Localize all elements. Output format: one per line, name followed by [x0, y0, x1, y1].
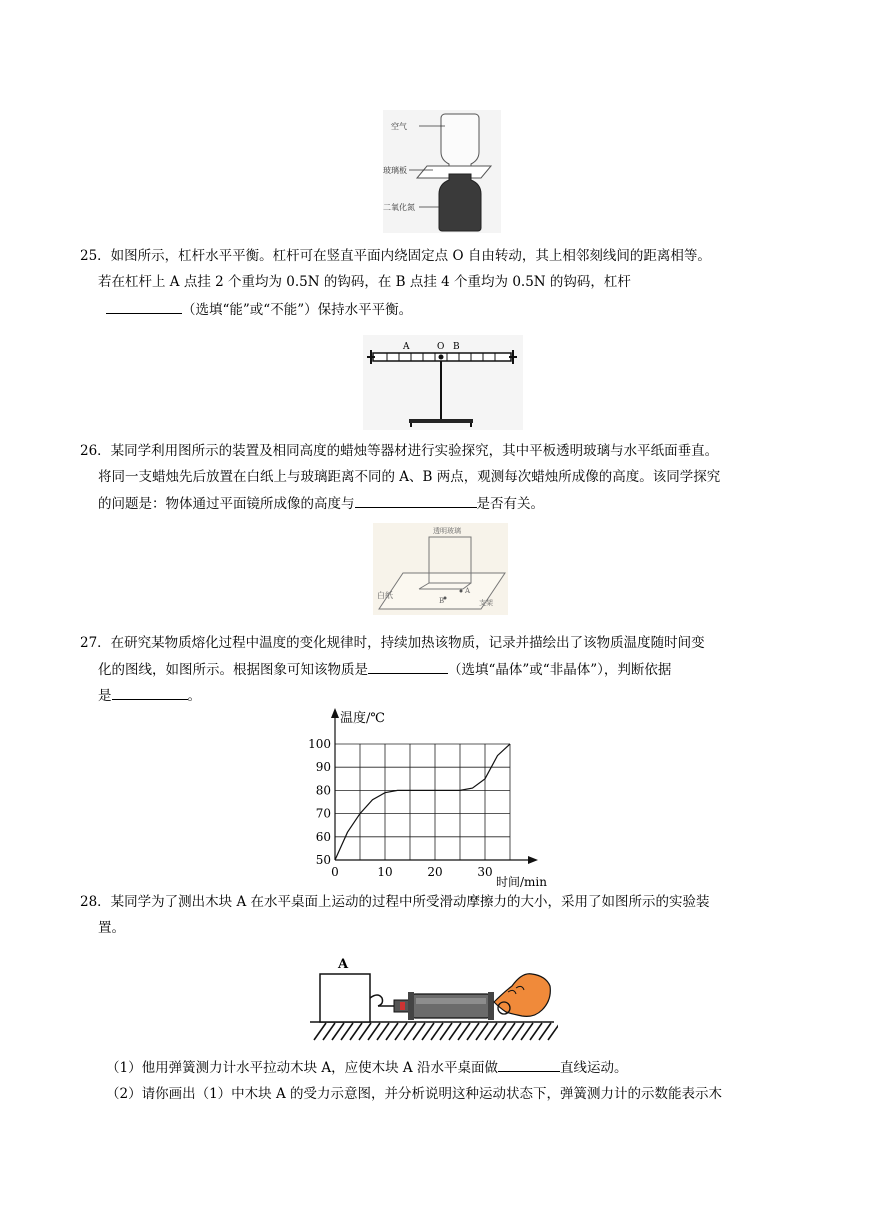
q27-line1: 27．在研究某物质熔化过程中温度的变化规律时，持续加热该物质，记录并描绘出了该物质温度随时间变 [80, 635, 705, 651]
x-tick-label: 10 [377, 865, 393, 879]
chart-xlabel: 时间/min [496, 875, 547, 889]
q27-line2 [98, 659, 671, 680]
bottle-diagram [383, 110, 501, 233]
q25-line2: 若在杠杆上 A 点挂 2 个重均为 0.5N 的钩码，在 B 点挂 4 个重均为 0.5N 的钩码，杠杆 [98, 274, 631, 290]
y-tick-label: 100 [308, 737, 331, 751]
q27-line2-end: （选填“晶体”或“非晶体”），判断依据 [448, 662, 672, 678]
lever-label-b: B [453, 342, 460, 352]
mirror-label-a: A [465, 587, 471, 595]
friction-figure [308, 952, 558, 1044]
y-tick-label: 80 [315, 783, 331, 798]
q25-line3-text: （选填“能”或“不能”）保持水平平衡。 [182, 302, 413, 318]
q28-sub1-text: （1）他用弹簧测力计水平拉动木块 A，应使木块 A 沿水平桌面做 [106, 1060, 498, 1076]
q25-line1: 25．如图所示，杠杆水平平衡。杠杆可在竖直平面内绕固定点 O 自由转动，其上相邻刻线间的距离相等。 [80, 248, 711, 264]
q25-answer-blank[interactable] [106, 299, 182, 314]
x-axis-arrow [528, 856, 538, 864]
label-air: 空气 [391, 122, 407, 131]
q28-sub1 [106, 1057, 627, 1078]
mirror-figure [373, 523, 508, 615]
q26-line3-text: 的问题是：物体通过平面镜所成像的高度与 [98, 496, 355, 512]
block-a [320, 974, 370, 1022]
q27-line3-text: 是 [98, 688, 112, 704]
hand-icon [494, 974, 550, 1017]
y-tick-label: 90 [315, 760, 331, 775]
q25-line3 [106, 299, 412, 320]
q26-line3-end: 是否有关。 [476, 496, 544, 512]
chart-grid [335, 744, 510, 860]
y-tick-label: 50 [315, 853, 331, 867]
mirror-label-paper: 白纸 [377, 591, 393, 600]
q27-line3-end: 。 [187, 688, 201, 704]
x-tick-label: 0 [331, 865, 339, 879]
lever-label-a: A [403, 342, 410, 352]
bottle-figure [383, 110, 501, 233]
lever-figure [363, 335, 523, 430]
chart-ylabel: 温度/℃ [340, 711, 385, 726]
y-tick-label: 70 [315, 806, 331, 821]
x-tick-label: 30 [477, 865, 493, 879]
q28-line1: 28．某同学为了测出木块 A 在水平桌面上运动的过程中所受滑动摩擦力的大小，采用了如图所示的实验装 [80, 894, 710, 910]
y-axis-arrow [331, 708, 339, 718]
temperature-chart [300, 702, 560, 892]
q27-answer-blank-1[interactable] [368, 659, 448, 674]
temperature-curve [335, 744, 510, 860]
q28-line2: 置。 [98, 920, 125, 936]
q28-sub1-end: 直线运动。 [559, 1060, 628, 1076]
label-co2: 二氧化氮 [383, 203, 415, 212]
x-tick-label: 20 [427, 865, 443, 879]
mirror-diagram [373, 523, 508, 615]
lever-diagram [363, 335, 523, 430]
mirror-label-stand: 支架 [479, 599, 493, 607]
q27-line2-text: 化的图线，如图所示。根据图象可知该物质是 [98, 662, 368, 678]
q28-sub2: （2）请你画出（1）中木块 A 的受力示意图，并分析说明这种运动状态下，弹簧测力计的示数能表示木 [106, 1086, 723, 1102]
label-glass-plate: 玻璃板 [383, 166, 407, 175]
y-tick-label: 60 [315, 829, 331, 844]
temperature-chart-svg [300, 702, 560, 892]
friction-diagram [308, 952, 558, 1044]
mirror-label-b: B [439, 597, 445, 605]
chart-axes [331, 708, 538, 864]
mirror-label-glass: 透明玻璃 [433, 527, 461, 535]
q26-line2: 将同一支蜡烛先后放置在白纸上与玻璃距离不同的 A、B 两点，观测每次蜡烛所成像的高度。该同学探究 [98, 469, 721, 485]
q26-answer-blank[interactable] [355, 493, 477, 508]
q27-answer-blank-2[interactable] [112, 685, 188, 700]
q26-line1: 26．某同学利用图所示的装置及相同高度的蜡烛等器材进行实验探究，其中平板透明玻璃与水平纸面垂直。 [80, 443, 719, 459]
lever-label-o: O [437, 342, 445, 352]
q28-answer-blank[interactable] [498, 1057, 560, 1072]
block-a-label: A [338, 957, 349, 972]
q27-line3 [98, 685, 201, 706]
q26-line3 [98, 493, 544, 514]
table-hatching [314, 1023, 558, 1040]
